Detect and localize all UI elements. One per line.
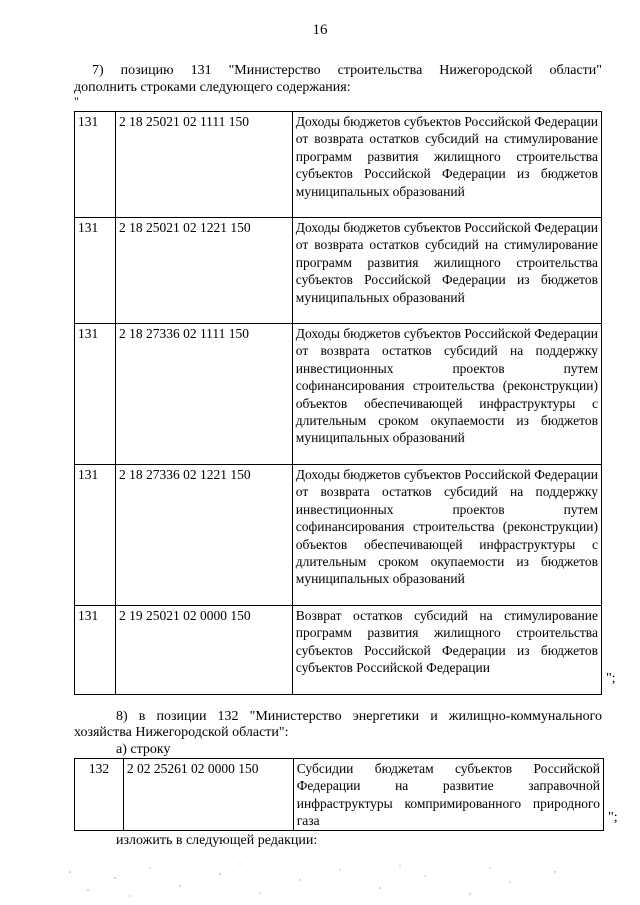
section7-close-quote: "; — [606, 671, 616, 686]
section7-table — [74, 111, 602, 695]
row-code: 2 18 25021 02 1111 150 — [115, 112, 292, 218]
row-code: 2 18 27336 02 1111 150 — [115, 324, 292, 465]
scan-noise — [60, 860, 580, 900]
row-number: 131 — [75, 218, 116, 324]
page-number: 16 — [312, 22, 328, 38]
row-description: Доходы бюджетов субъектов Российской Федерации от возврата остатков субсидий на поддержку инвестиционных проектов путем софинансирования строительства (реконструкции) объектов обеспечивающей инфраструктуры с длительным сроком окупаемости из бюджетов муниципальных образований — [292, 465, 601, 606]
table-row — [75, 465, 602, 606]
section8-intro-line2: хозяйства Нижегородской области": — [74, 725, 289, 740]
row-number: 131 — [75, 324, 116, 465]
row-description: Доходы бюджетов субъектов Российской Федерации от возврата остатков субсидий на поддержку инвестиционных проектов путем софинансирования строительства (реконструкции) объектов обеспечивающей инфраструктуры с длительным сроком окупаемости из бюджетов муниципальных образований — [292, 324, 601, 465]
row-code: 2 19 25021 02 0000 150 — [115, 606, 292, 695]
table-row — [75, 606, 602, 695]
table-row — [75, 324, 602, 465]
section7-intro-line1: 7) позицию 131 "Министерство строительства Нижегородской области" — [92, 63, 602, 78]
section7-open-quote: " — [74, 94, 79, 108]
section8-table — [74, 758, 604, 831]
row-description: Доходы бюджетов субъектов Российской Федерации от возврата остатков субсидий на стимулирование программ развития жилищного строительства субъектов Российской Федерации из бюджетов муниципальных образований — [292, 218, 601, 324]
row-description: Возврат остатков субсидий на стимулирование программ развития жилищного строительства субъектов Российской Федерации из бюджетов субъектов Российской Федерации — [292, 606, 601, 695]
row-code: 2 02 25261 02 0000 150 — [123, 759, 293, 831]
row-description: Доходы бюджетов субъектов Российской Федерации от возврата остатков субсидий на стимулирование программ развития жилищного строительства субъектов Российской Федерации из бюджетов муниципальных образований — [292, 112, 601, 218]
table-row — [75, 218, 602, 324]
row-number: 131 — [75, 112, 116, 218]
table-row — [75, 112, 602, 218]
table-row — [75, 759, 604, 831]
section8-intro-line1: 8) в позиции 132 "Министерство энергетики и жилищно-коммунального — [116, 709, 602, 724]
row-number: 132 — [75, 759, 124, 831]
row-description: Субсидии бюджетам субъектов Российской Федерации на развитие заправочной инфраструктуры компримированного природного газа — [293, 759, 603, 831]
row-code: 2 18 25021 02 1221 150 — [115, 218, 292, 324]
row-code: 2 18 27336 02 1221 150 — [115, 465, 292, 606]
row-number: 131 — [75, 606, 116, 695]
section7-intro-line2: дополнить строками следующего содержания: — [74, 80, 351, 95]
section8-tail: изложить в следующей редакции: — [116, 833, 318, 848]
row-number: 131 — [75, 465, 116, 606]
section8-subitem-a: а) строку — [116, 742, 171, 757]
section8-close-quote: "; — [608, 810, 618, 825]
